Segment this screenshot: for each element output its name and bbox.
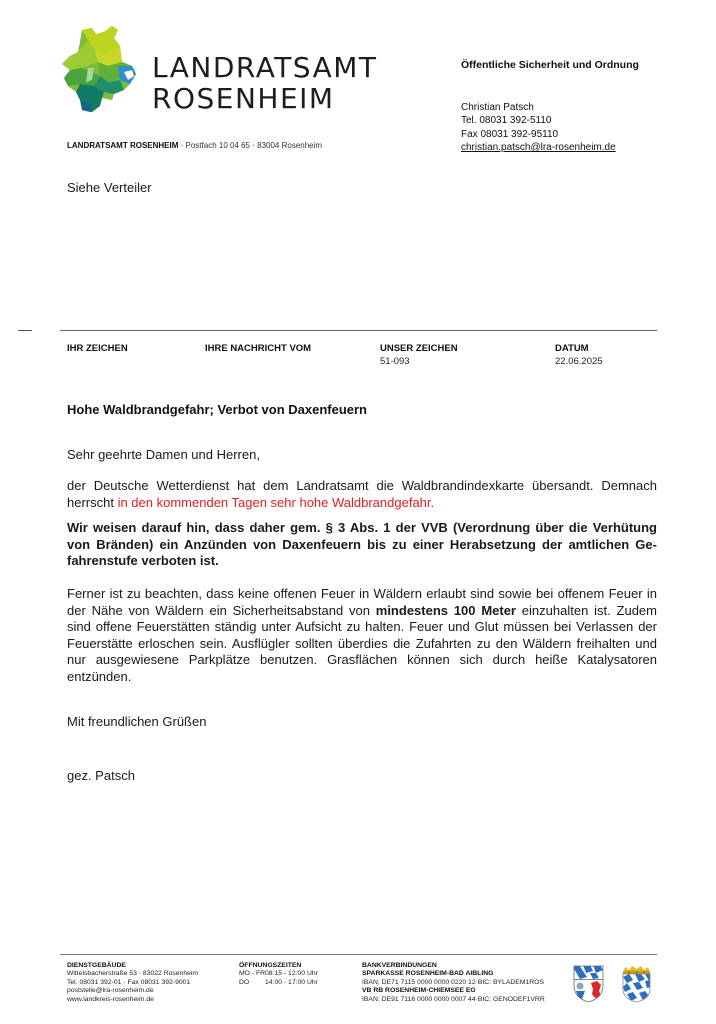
sender-org: LANDRATSAMT ROSENHEIM	[67, 141, 179, 150]
hours-day-1: MO - FR	[239, 970, 266, 978]
paragraph-2: Wir weisen darauf hin, dass daher gem. § 3 Abs. 1 der VVB (Verordnung über die Verhütung von Bränden) ein Anzünden von Daxenfeuern bis zu einer Herabsetzung der amtlichen Gefahrenstufe verboten ist.	[67, 520, 657, 568]
hours-time-1: 08:15 - 12:00 Uhr	[265, 970, 318, 978]
paragraph-1-text: der Deutsche Wetterdienst hat dem Landratsamt die Waldbrandindexkarte übersandt. Demnach herrscht	[67, 478, 657, 510]
footer-building	[67, 962, 198, 1004]
building-address: Wittelsbacherstraße 53 · 83022 Rosenheim	[67, 970, 199, 978]
contact-tel: Tel. 08031 392-5110	[461, 115, 552, 127]
paragraph-3	[67, 586, 657, 685]
footer-divider	[60, 954, 657, 955]
ihre-nachricht-label: IHRE NACHRICHT VOM	[205, 343, 312, 354]
paragraph-1	[67, 478, 657, 511]
building-title: DIENSTGEBÄUDE	[67, 962, 126, 969]
bank-1-iban: IBAN: DE71 7115 0000 0000 0220 12·BIC: BYLADEM1ROS	[362, 978, 544, 986]
contact-email-link[interactable]: christian.patsch@lra-rosenheim.de	[461, 141, 616, 153]
salutation: Sehr geehrte Damen und Herren,	[67, 447, 260, 462]
hours-day-2: DO	[239, 978, 250, 986]
logo-line-1: LANDRATSAMT	[152, 51, 378, 84]
signature: gez. Patsch	[67, 768, 135, 783]
paragraph-3-emphasis: mindestens 100 Meter	[375, 602, 516, 618]
unser-zeichen-value: 51-093	[380, 356, 410, 367]
bank-2-iban: IBAN: DE91 7116 0000 0000 0007 44·BIC: GENODEF1VRR	[362, 995, 545, 1003]
paragraph-3-text-start: Ferner ist zu beachten, dass keine offenen Feuer in Wäldern erlaubt sind sowie bei offenem Feuer in der Nähe von Wäldern ein Sicherheitsabstand von	[67, 586, 657, 618]
landratsamt-logo-icon	[60, 22, 148, 118]
recipient: Siehe Verteiler	[67, 180, 152, 195]
logo-line-2: ROSENHEIM	[152, 82, 335, 115]
datum-value: 22.06.2025	[555, 356, 603, 367]
bavaria-coat-of-arms-icon	[621, 965, 652, 1003]
ihr-zeichen-label: IHR ZEICHEN	[67, 343, 128, 354]
closing: Mit freundlichen Grüßen	[67, 714, 207, 729]
paragraph-3-text-end: einzuhalten ist. Zudem sind offene Feuerstätten ständig unter Aufsicht zu halten. Feuer und Glut müssen bei Verlassen der Feuerstätte erloschen sein. Ausflügler sollten überdies die Zufahrten zu den Wäldern freihalten und nur ausgewiesene Parkplätze benutzen. Grasflächen können sich durch heiße Katalysatoren entzünden.	[67, 602, 657, 684]
sender-return-address	[67, 141, 322, 150]
hours-time-2: 14:00 - 17:00 Uhr	[265, 978, 318, 986]
rosenheim-coat-of-arms-icon	[573, 965, 604, 1003]
bank-2-name: VB RB ROSENHEIM-CHIEMSEE EG	[362, 987, 476, 995]
unser-zeichen-label: UNSER ZEICHEN	[380, 343, 458, 354]
footer-bank	[362, 962, 545, 1004]
logo-wordmark	[152, 52, 378, 114]
paragraph-1-highlight: in den kommenden Tagen sehr hohe Waldbrandgefahr.	[117, 494, 435, 510]
datum-label: DATUM	[555, 343, 589, 354]
department-title: Öffentliche Sicherheit und Ordnung	[461, 59, 639, 71]
hours-title: ÖFFNUNGSZEITEN	[239, 962, 302, 969]
building-web[interactable]: www.landkreis-rosenheim.de	[67, 995, 154, 1003]
reference-divider	[60, 330, 657, 331]
bank-1-name: SPARKASSE ROSENHEIM-BAD AIBLING	[362, 970, 494, 978]
contact-name: Christian Patsch	[461, 102, 534, 113]
bank-title: BANKVERBINDUNGEN	[362, 962, 437, 969]
building-email[interactable]: poststelle@lra-rosenheim.de	[67, 987, 154, 995]
contact-block	[461, 101, 616, 154]
sender-address: · Postfach 10 04 65 · 83004 Rosenheim	[178, 141, 323, 150]
footer-hours	[239, 962, 318, 987]
contact-fax: Fax 08031 392-95110	[461, 128, 559, 140]
fold-mark	[18, 330, 32, 331]
letter-subject: Hohe Waldbrandgefahr; Verbot von Daxenfeuern	[67, 402, 368, 417]
building-phone: Tel. 08031 392-01 · Fax 08031 392-9001	[67, 978, 191, 986]
